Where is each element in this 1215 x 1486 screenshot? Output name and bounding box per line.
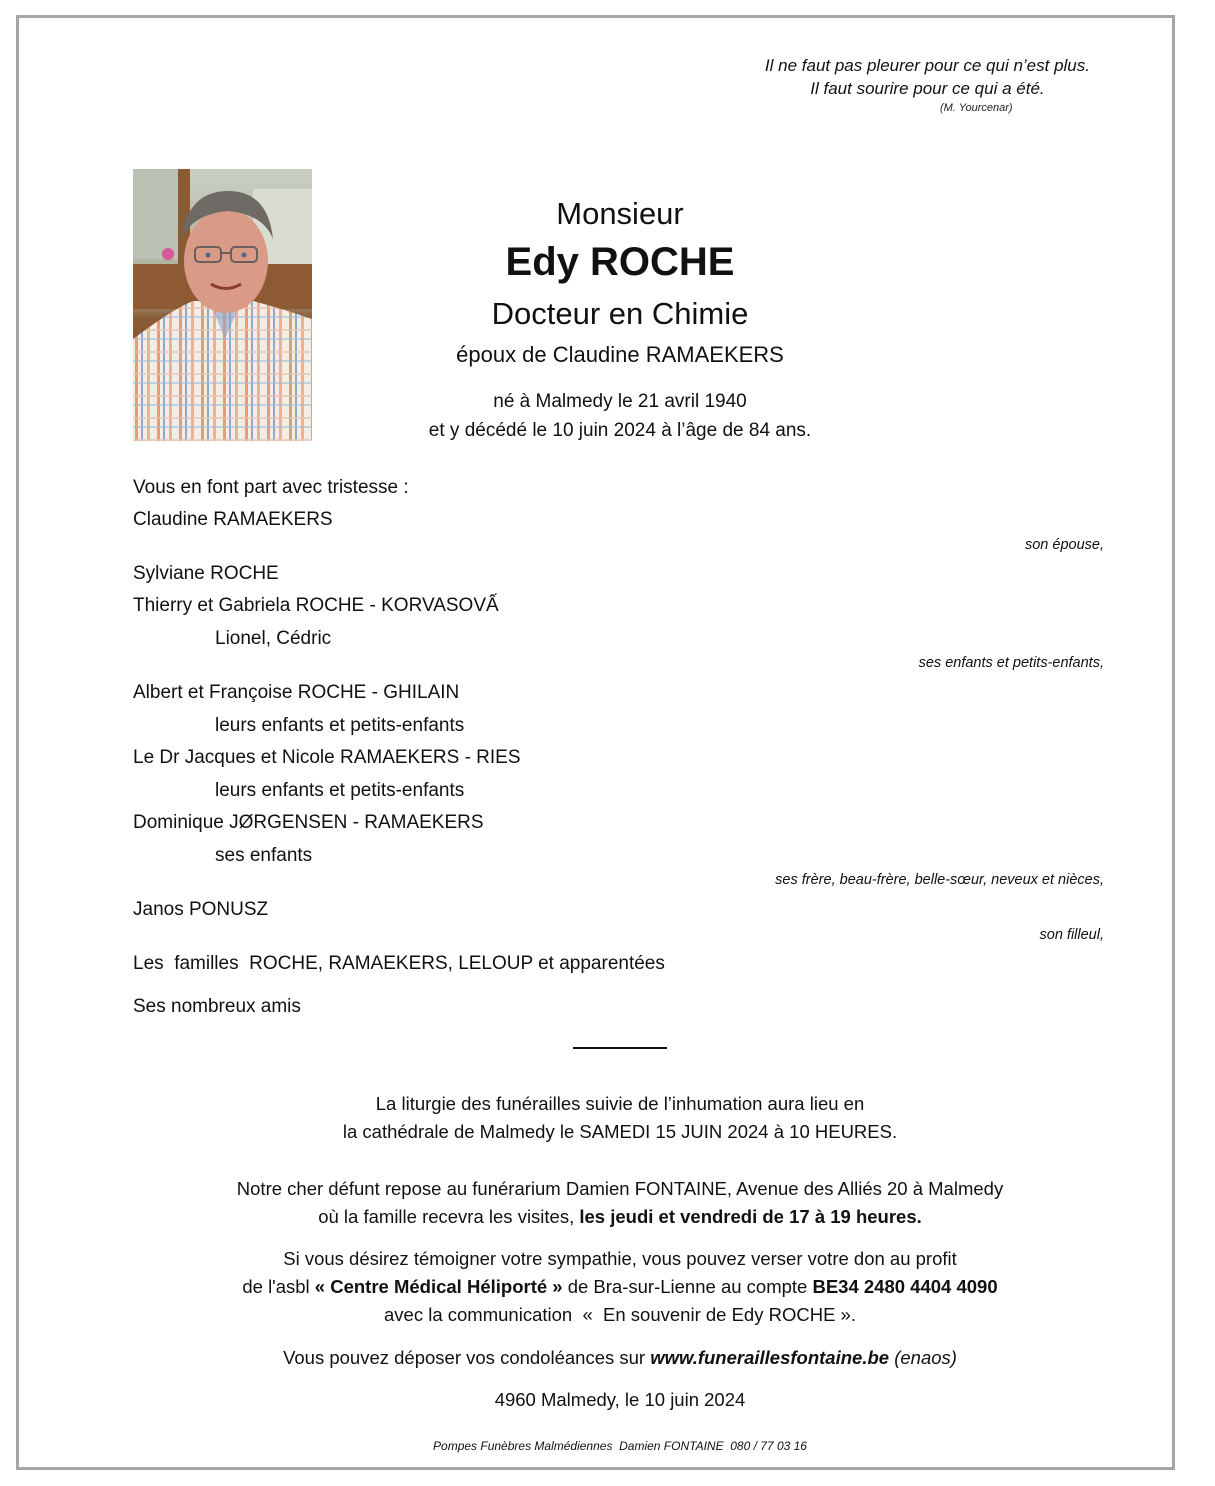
family-member: Dominique JØRGENSEN - RAMAEKERS: [133, 812, 484, 833]
condolences-link[interactable]: www.funeraillesfontaine.be: [650, 1347, 890, 1368]
relation-label: ses frère, beau-frère, belle-sœur, neveux et nièces,: [775, 872, 1104, 888]
epigraph: [765, 56, 1090, 99]
visits-text: où la famille recevra les visites,: [318, 1206, 580, 1227]
condolences-suffix: (enaos): [889, 1347, 957, 1368]
funeral-home-footer: Pompes Funèbres Malmédiennes Damien FONTAINE 080 / 77 03 16: [433, 1439, 807, 1453]
family-member-children: Lionel, Cédric: [215, 628, 332, 649]
visits-line-2: [0, 1206, 1215, 1228]
ceremony-line-1: La liturgie des funérailles suivie de l’inhumation aura lieu en: [375, 1093, 865, 1114]
salutation: Monsieur: [556, 196, 684, 231]
relation-label: son filleul,: [1039, 927, 1104, 943]
portrait-image: [133, 169, 312, 441]
donation-line-3: avec la communication « En souvenir de Edy ROCHE ».: [384, 1304, 856, 1325]
relation-label: son épouse,: [1024, 537, 1104, 553]
family-member: Janos PONUSZ: [133, 899, 269, 920]
family-member: Albert et Françoise ROCHE - GHILAIN: [133, 682, 460, 703]
family-member-children: leurs enfants et petits-enfants: [215, 780, 465, 801]
deceased-title: Docteur en Chimie: [491, 296, 749, 331]
place-date: 4960 Malmedy, le 10 juin 2024: [494, 1389, 746, 1410]
condolences-line: [0, 1347, 1215, 1369]
charity-name: « Centre Médical Héliporté »: [314, 1276, 563, 1297]
family-member: Claudine RAMAEKERS: [133, 509, 333, 530]
epigraph-line-1: Il ne faut pas pleurer pour ce qui n’est plus.: [764, 56, 1090, 75]
family-member-children: ses enfants: [215, 845, 313, 866]
family-member: Sylviane ROCHE: [133, 563, 279, 584]
ceremony-line-2: la cathédrale de Malmedy le SAMEDI 15 JUIN 2024 à 10 HEURES.: [342, 1121, 898, 1142]
family-member-children: leurs enfants et petits-enfants: [215, 715, 465, 736]
family-member: Thierry et Gabriela ROCHE - KORVASOVẤ: [133, 595, 499, 616]
donation-middle: de Bra-sur-Lienne au compte: [562, 1276, 813, 1297]
donation-line-1: Si vous désirez témoigner votre sympathie, vous pouvez verser votre don au profit: [283, 1248, 957, 1269]
friends-line: Ses nombreux amis: [133, 996, 301, 1017]
birth-info: né à Malmedy le 21 avril 1940: [493, 391, 747, 412]
bank-account: BE34 2480 4404 4090: [812, 1276, 998, 1297]
deceased-name: Edy ROCHE: [505, 240, 735, 284]
epigraph-author: (M. Yourcenar): [940, 102, 1013, 114]
relation-label: ses enfants et petits-enfants,: [918, 655, 1104, 671]
donation-prefix: de l'asbl: [242, 1276, 315, 1297]
separator-line: [573, 1047, 667, 1049]
death-info: et y décédé le 10 juin 2024 à l’âge de 84 ans.: [428, 420, 812, 441]
families-line: Les familles ROCHE, RAMAEKERS, LELOUP et apparentées: [133, 953, 665, 974]
visiting-hours: les jeudi et vendredi de 17 à 19 heures.: [579, 1206, 922, 1227]
donation-line-2: [0, 1276, 1215, 1298]
visits-line-1: Notre cher défunt repose au funérarium Damien FONTAINE, Avenue des Alliés 20 à Malmedy: [236, 1178, 1004, 1199]
deceased-spouse: époux de Claudine RAMAEKERS: [456, 342, 784, 367]
portrait-photo: [133, 169, 312, 441]
announcement-intro: Vous en font part avec tristesse :: [133, 477, 409, 498]
epigraph-line-2: Il faut sourire pour ce qui a été.: [810, 79, 1045, 98]
family-member: Le Dr Jacques et Nicole RAMAEKERS - RIES: [133, 747, 521, 768]
condolences-text: Vous pouvez déposer vos condoléances sur: [283, 1347, 651, 1368]
